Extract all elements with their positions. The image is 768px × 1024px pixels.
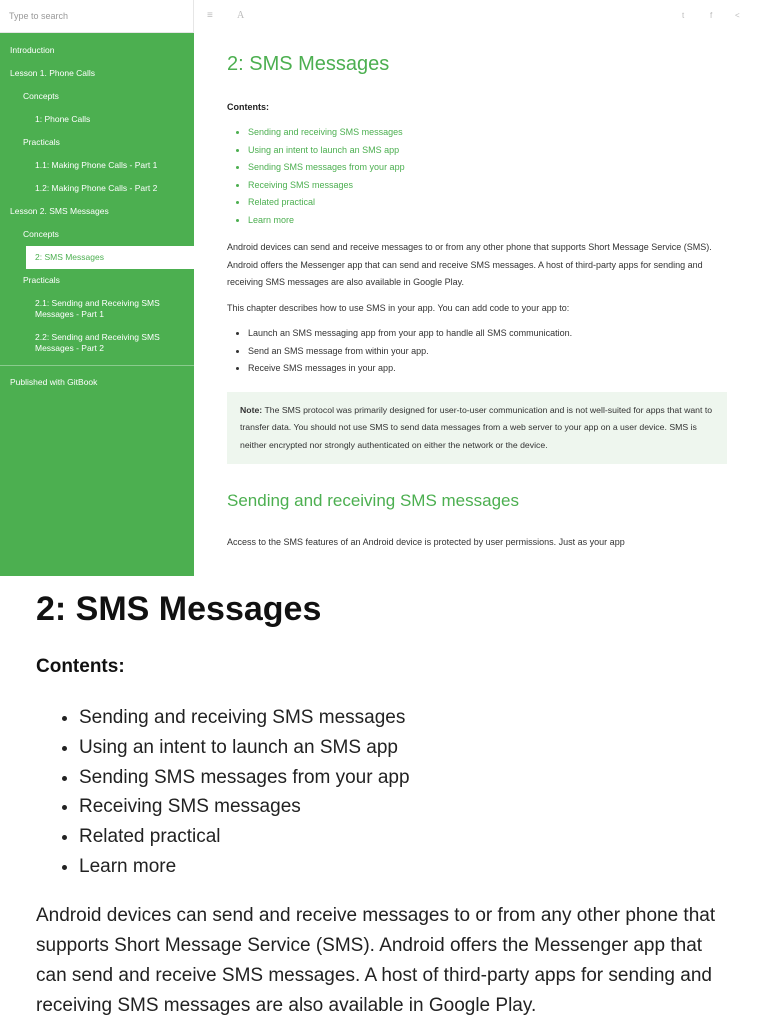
- sidebar-item-sending-receiving-2[interactable]: 2.2: Sending and Receiving SMS Messages - Part 2: [35, 332, 160, 353]
- zoomed-toc-item: • Sending SMS messages from your app: [79, 763, 410, 793]
- sidebar-item-practicals[interactable]: Practicals: [23, 137, 60, 147]
- sidebar-item-practicals[interactable]: Practicals: [23, 275, 60, 285]
- chapter-description: This chapter describes how to use SMS in your app. You can add code to your app to:: [227, 302, 570, 313]
- sidebar-item-sms-messages[interactable]: 2: SMS Messages: [26, 246, 194, 269]
- intro-paragraph: Android devices can send and receive messages to or from any other phone that supports Short Message Service (SMS). Android offers the Messenger app that can send and receive SMS messages. A host of third-party apps for sending and receiving SMS messages are also available in Google Play.: [227, 242, 712, 287]
- zoomed-toc-list: [36, 703, 410, 882]
- sidebar-item-introduction[interactable]: Introduction: [10, 45, 55, 55]
- sidebar-item-concepts[interactable]: Concepts: [23, 91, 59, 101]
- capabilities-list: [227, 325, 727, 378]
- toc-list: [227, 124, 727, 229]
- search-input[interactable]: [0, 0, 189, 31]
- toc-link[interactable]: • Learn more: [248, 212, 727, 230]
- zoomed-toc-item: • Related practical: [79, 822, 410, 852]
- zoomed-article: [0, 576, 768, 1024]
- zoomed-toc-item: • Receiving SMS messages: [79, 792, 410, 822]
- note-text: The SMS protocol was primarily designed for user-to-user communication and is not well-suited for apps that want to transfer data. You should not use SMS to send data messages from a web server to your app on a user device. SMS is neither encrypted nor strongly authenticated on either the network or the device.: [240, 404, 713, 450]
- share-icon[interactable]: <: [735, 11, 740, 20]
- sidebar-item-concepts[interactable]: Concepts: [23, 229, 59, 239]
- list-item: • Launch an SMS messaging app from your app to handle all SMS communication.: [248, 325, 727, 343]
- zoomed-toc-item: • Using an intent to launch an SMS app: [79, 733, 410, 763]
- sidebar-footer-link[interactable]: Published with GitBook: [10, 377, 98, 387]
- menu-icon[interactable]: ≡: [207, 10, 213, 21]
- toc-link[interactable]: • Sending and receiving SMS messages: [248, 124, 727, 142]
- toc-link[interactable]: • Receiving SMS messages: [248, 177, 727, 195]
- article: [227, 46, 727, 560]
- sidebar-item-phone-calls[interactable]: 1: Phone Calls: [35, 114, 91, 124]
- toc-link[interactable]: • Sending SMS messages from your app: [248, 159, 727, 177]
- sidebar-item-making-phone-calls-2[interactable]: 1.2: Making Phone Calls - Part 2: [35, 183, 158, 193]
- section-heading: Sending and receiving SMS messages: [227, 491, 519, 510]
- search-bar: [0, 0, 194, 33]
- sidebar-nav: [0, 33, 194, 394]
- sidebar-item-lesson-2[interactable]: Lesson 2. SMS Messages: [10, 206, 109, 216]
- sidebar: [0, 0, 194, 576]
- zoomed-contents-label: Contents:: [36, 656, 125, 677]
- list-item: • Receive SMS messages in your app.: [248, 360, 727, 378]
- sidebar-item-lesson-1[interactable]: Lesson 1. Phone Calls: [10, 68, 96, 78]
- twitter-icon[interactable]: t: [682, 11, 685, 20]
- zoomed-toc-item: • Learn more: [79, 852, 410, 882]
- page-title: 2: SMS Messages: [227, 53, 390, 75]
- font-settings-icon[interactable]: A: [237, 10, 245, 21]
- list-item: • Send an SMS message from within your app.: [248, 343, 727, 361]
- toolbar: [194, 0, 768, 33]
- toc-link[interactable]: • Using an intent to launch an SMS app: [248, 142, 727, 160]
- zoomed-intro-paragraph: Android devices can send and receive messages to or from any other phone that supports Short Message Service (SMS). Android offers the Messenger app that can send and receive SMS messages. A host of third-party apps for sending and receiving SMS messages are also available in Google Play.: [36, 905, 716, 1016]
- sidebar-item-sending-receiving-1[interactable]: 2.1: Sending and Receiving SMS Messages - Part 1: [35, 298, 160, 319]
- note-label: Note:: [240, 404, 263, 415]
- note-box: [227, 392, 727, 465]
- sidebar-divider: [0, 365, 194, 366]
- section-paragraph: Access to the SMS features of an Android device is protected by user permissions. Just as your app: [227, 537, 625, 547]
- zoomed-toc-item: • Sending and receiving SMS messages: [79, 703, 410, 733]
- toc-link[interactable]: • Related practical: [248, 194, 727, 212]
- sidebar-item-making-phone-calls-1[interactable]: 1.1: Making Phone Calls - Part 1: [35, 160, 158, 170]
- contents-label: Contents:: [227, 102, 269, 112]
- zoomed-page-title: 2: SMS Messages: [36, 590, 322, 628]
- facebook-icon[interactable]: f: [710, 11, 713, 20]
